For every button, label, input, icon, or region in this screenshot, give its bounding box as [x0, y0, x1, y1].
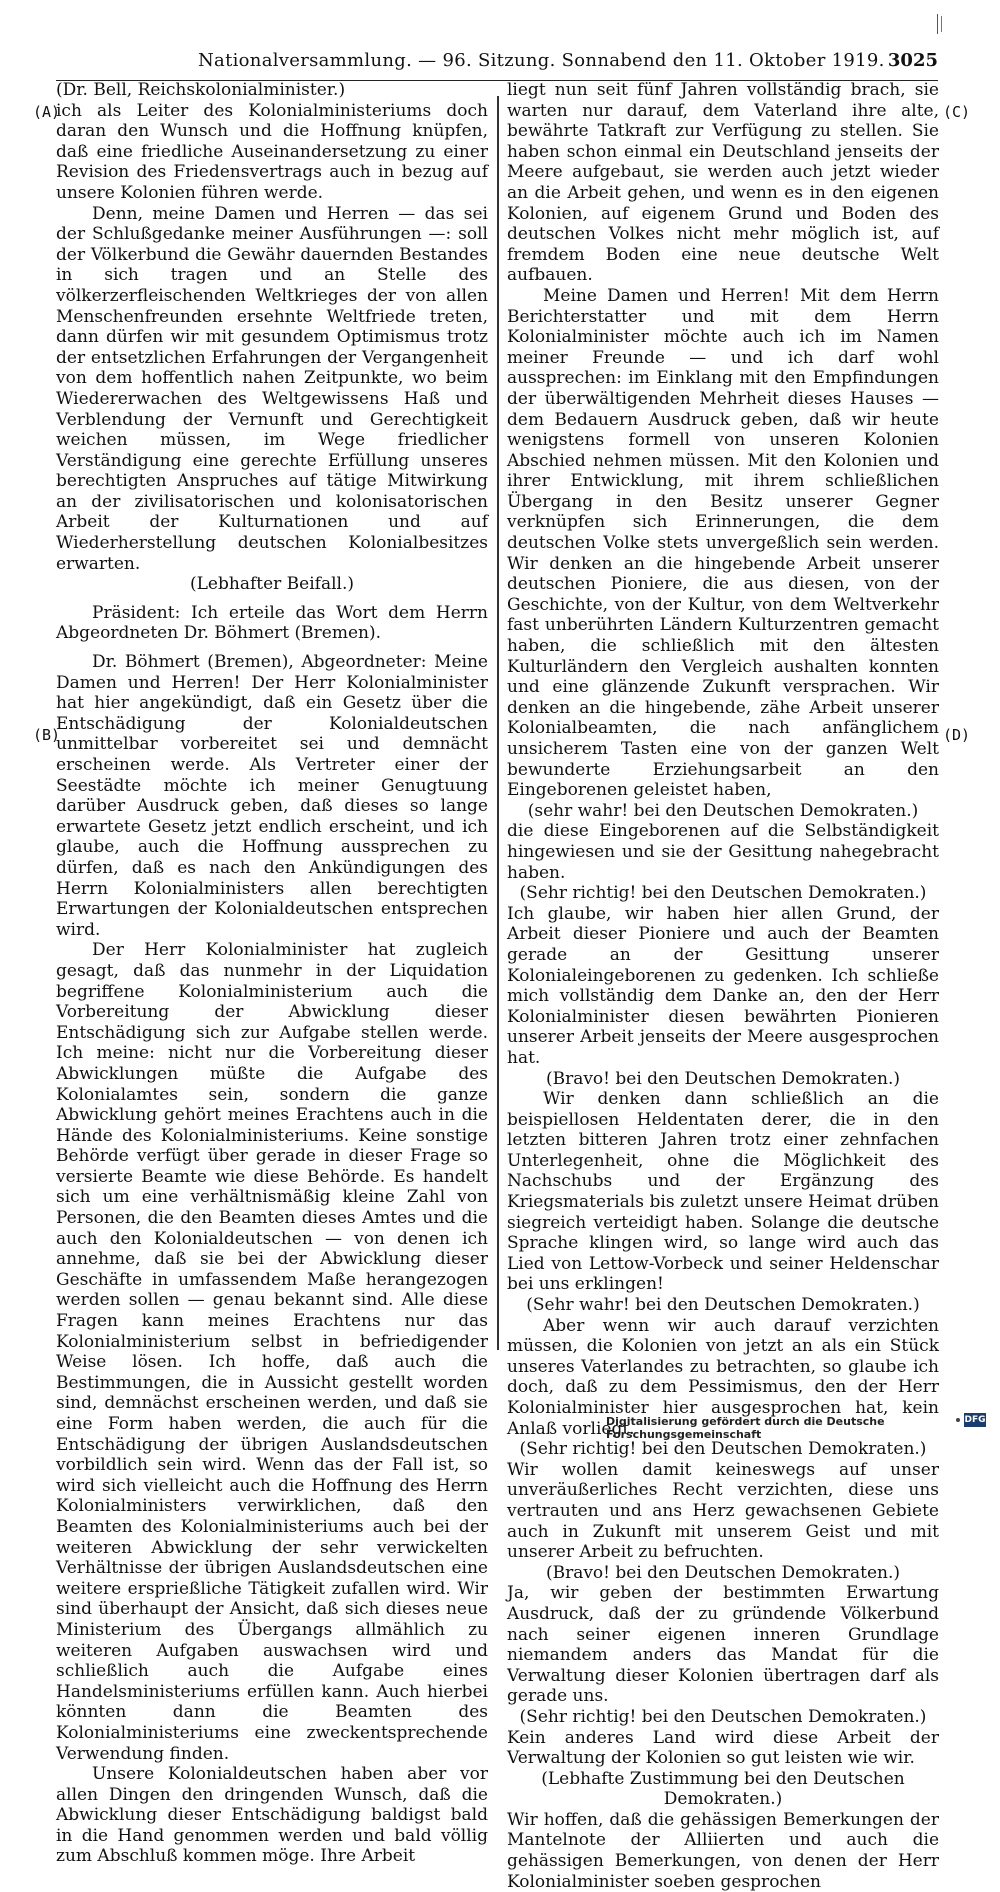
dfg-logo: DFG: [964, 1415, 986, 1425]
page-header: [56, 50, 938, 81]
paragraph: die diese Eingeborenen auf die Selbständigkeit hingewiesen und sie der Gesittung nahegebracht haben.: [507, 821, 939, 883]
digitization-credit: Digitalisierung gefördert durch die Deutsche Forschungsgemeinschaft: [606, 1415, 885, 1441]
left-column: [56, 80, 488, 1867]
page-number: 3025: [887, 50, 938, 71]
margin-marker-c: (C): [943, 103, 971, 121]
paragraph: Kein anderes Land wird diese Arbeit der Verwaltung der Kolonien so gut leisten wie wir.: [507, 1727, 939, 1769]
paragraph: Wir wollen damit keineswegs auf unser unveräußerliches Recht verzichten, diese uns vertrauten und ans Herz gewachsenen Gebiete auch in Zukunft mit unserem Geist und mit unserer Arbeit zu befruchten.: [507, 1459, 939, 1563]
interjection: (Bravo! bei den Deutschen Demokraten.): [545, 1562, 901, 1583]
interjection: (Sehr richtig! bei den Deutschen Demokraten.): [519, 1439, 927, 1460]
paragraph: Der Herr Kolonialminister hat zugleich gesagt, daß das nunmehr in der Liquidation begriffene Kolonialministerium auch die Vorbereitung der Abwicklung dieser Entschädigung sich zur Aufgabe stellen werde. Ich meine: nicht nur die Vorbereitung dieser Abwicklungen müßte die Aufgabe des Kolonialamtes sein, sondern die ganze Abwicklung gehört meines Erachtens auch in die Hände des Kolonialministeriums. Keine sonstige Behörde verfügt über gerade in dieser Frage so versierte Beamte wie diese Behörde. Es handelt sich um eine verhältnismäßig kleine Zahl von Personen, die den Beamten dieses Amtes und die auch den Kolonialdeutschen — von denen ich annehme, daß sie bei der Abwicklung dieser Geschäfte in umfassendem Maße herangezogen werden sollen — genau bekannt sind. Alle diese Fragen kann meines Erachtens nur das Kolonialministerium selbst in befriedigender Weise lösen. Ich hoffe, daß auch die Bestimmungen, die in Aussicht gestellt worden sind, demnächst erscheinen werden, und daß sie eine Form haben werden, die auch für die Entschädigung der übrigen Auslandsdeutschen vorbildlich sein wird. Wenn das der Fall ist, so wird sich vielleicht auch die Hoffnung des Herrn Kolonialministers verwirklichen, daß den Beamten des Kolonialministeriums auch bei der weiteren Abwicklung der sehr verwickelten Verhältnisse der übrigen Auslandsdeutschen eine weitere ersprießliche Tätigkeit zufallen wird. Wir sind überhaupt der Ansicht, daß sich dieses neue Ministerium des Übergangs allmählich zu weiteren Aufgaben auswachsen wird und schließlich auch die Aufgabe eines Handelsministeriums erfüllen kann. Auch hierbei könnten dann die Beamten des Kolonialministeriums eine zweckentsprechende Verwendung finden.: [56, 940, 488, 1764]
margin-marker-a: (A): [33, 103, 61, 121]
interjection: (Sehr wahr! bei den Deutschen Demokraten.): [526, 1295, 920, 1316]
paragraph: Ich glaube, wir haben hier allen Grund, der Arbeit dieser Pioniere und auch der Beamten gerade an der Gesittung unserer Kolonialeingeborenen zu gedenken. Ich schließe mich vollständig dem Danke an, den der Herr Kolonialminister diesen bewährten Pionieren unserer Arbeit jenseits der Meere ausgesprochen hat.: [507, 903, 939, 1068]
paragraph: Meine Damen und Herren! Mit dem Herrn Berichterstatter und mit dem Herrn Kolonialminister möchte auch ich im Namen meiner Freunde — und ich darf wohl aussprechen: im Einklang mit den Empfindungen der überwältigenden Mehrheit dieses Hauses — dem Bedauern Ausdruck geben, daß wir heute wenigstens formell von unseren Kolonien Abschied nehmen müssen. Mit den Kolonien und ihrer Entwicklung, mit ihrem schließlichen Übergang in den Besitz unserer Gegner verknüpfen sich Erinnerungen, die dem deutschen Volke stets unvergeßlich sein werden. Wir denken an die hingebende Arbeit unserer deutschen Pioniere, die aus diesen, von der Geschichte, von der Kultur, von dem Weltverkehr fast unberührten Ländern Kulturzentren gemacht haben, die schließlich mit den ältesten Kulturländern den Vergleich aushalten konnten und eine glänzende Zukunft versprachen. Wir denken an die hingebende, zähe Arbeit unserer Kolonialbeamten, die nach anfänglichem unsicherem Tasten eine von der ganzen Welt bewunderte Erziehungsarbeit an den Eingeborenen geleistet haben,: [507, 285, 939, 801]
paragraph: ich als Leiter des Kolonialministeriums doch daran den Wunsch und die Hoffnung knüpfen, daß eine friedliche Auseinandersetzung zu einer Revision des Friedensvertrags auch in bezug auf unsere Kolonien führen werde.: [56, 100, 488, 203]
column-divider: [497, 96, 499, 1350]
paragraph: Denn, meine Damen und Herren — das sei der Schlußgedanke meiner Ausführungen —: soll der Völkerbund die Gewähr dauernden Bestandes in sich tragen und an Stelle des völkerzerfleischenden Weltkrieges der von allen Menschenfreunden ersehnte Weltfriede treten, dann dürfen wir mit gesundem Optimismus trotz der entsetzlichen Erfahrungen der Vergangenheit von dem hoffentlich nahen Zeitpunkte, wo beim Wiedererwachen des Weltgewissens Haß und Verblendung der Vernunft und Gerechtigkeit weichen müssen, im Wege friedlicher Verständigung eine gerechte Erfüllung unseres berechtigten Anspruches auf tätige Mitwirkung an der zivilisatorischen und kolonisatorischen Arbeit der Kulturnationen und auf Wiederherstellung deutschen Kolonialbesitzes erwarten.: [56, 203, 488, 574]
paragraph: Ja, wir geben der bestimmten Erwartung Ausdruck, daß der zu gründende Völkerbund nach seiner eigenen inneren Grundlage niemandem anders das Mandat für die Verwaltung dieser Kolonien übertragen darf als gerade uns.: [507, 1583, 939, 1707]
header-title: Nationalversammlung. — 96. Sitzung. Sonnabend den 11. Oktober 1919.: [198, 50, 885, 71]
paragraph: Dr. Böhmert (Bremen), Abgeordneter: Meine Damen und Herren! Der Herr Kolonialminister hat hier angekündigt, daß ein Gesetz über die Entschädigung der Kolonialdeutschen unmittelbar vorbereitet sei und demnächt erscheinen werde. Als Vertreter einer der Seestädte möchte ich meiner Genugtuung darüber Ausdruck geben, daß dieses so lange erwartete Gesetz jetzt endlich erscheint, und ich glaube, auch die Hoffnung aussprechen zu dürfen, daß es nach den Ankündigungen des Herrn Kolonialministers allen berechtigten Erwartungen der Kolonialdeutschen entsprechen wird.: [56, 652, 488, 940]
speaker-continuation-line: (Dr. Bell, Reichskolonialminister.): [56, 80, 346, 100]
footer-separator-dot: [956, 1418, 960, 1422]
margin-marker-b: (B): [33, 726, 61, 744]
paragraph: Wir hoffen, daß die gehässigen Bemerkungen der Mantelnote der Alliierten und auch die gehässigen Bemerkungen, von denen der Herr Kolonialminister soeben gesprochen: [507, 1809, 939, 1892]
scan-edge-mark: [941, 16, 942, 32]
interjection: (Bravo! bei den Deutschen Demokraten.): [545, 1068, 901, 1089]
interjection: (Sehr richtig! bei den Deutschen Demokraten.): [519, 1706, 927, 1727]
president-speech: Präsident: Ich erteile das Wort dem Herrn Abgeordneten Dr. Böhmert (Bremen).: [56, 602, 488, 644]
interjection: (Lebhafter Beifall.): [190, 574, 354, 595]
interjection: (Lebhafte Zustimmung bei den Deutschen Demokraten.): [541, 1768, 905, 1810]
interjection: (sehr wahr! bei den Deutschen Demokraten.): [527, 800, 919, 821]
paragraph: Wir denken dann schließlich an die beispiellosen Heldentaten derer, die in den letzten bitteren Jahren trotz einer zehnfachen Unterlegenheit, ohne die Möglichkeit des Nachschubs und der Ergänzung des Kriegsmaterials bis zuletzt unsere Heimat drüben siegreich verteidigt haben. Solange die deutsche Sprache klingen wird, so lange wird auch das Lied von Lettow-Vorbeck und seiner Heldenschar bei uns erklingen!: [507, 1089, 939, 1295]
interjection: (Sehr richtig! bei den Deutschen Demokraten.): [519, 883, 927, 904]
paragraph: liegt nun seit fünf Jahren vollständig brach, sie warten nur darauf, dem Vaterland ihre alte, bewährte Tatkraft zur Verfügung zu stellen. Sie haben schon einmal ein Deutschland jenseits der Meere aufgebaut, sie werden auch jetzt wieder an die Arbeit gehen, und wenn es in den eigenen Kolonien, auf eigenem Grund und Boden des deutschen Volkes nicht mehr möglich ist, auf fremdem Boden eine neue deutsche Welt aufbauen.: [507, 80, 939, 286]
paragraph: Aber wenn wir auch darauf verzichten müssen, die Kolonien von jetzt an als ein Stück unseres Vaterlandes zu betrachten, so glaube ich doch, daß zu dem Pessimismus, den der Herr Kolonialminister hier ausgesprochen hat, kein Anlaß vorliegt.: [507, 1315, 939, 1439]
paragraph: Unsere Kolonialdeutschen haben aber vor allen Dingen den dringenden Wunsch, daß die Abwicklung dieser Entschädigung baldigst bald in die Hand genommen werden und bald völlig zum Abschluß kommen möge. Ihre Arbeit: [56, 1764, 488, 1867]
margin-marker-d: (D): [943, 726, 971, 744]
scan-edge-mark: [937, 14, 938, 34]
